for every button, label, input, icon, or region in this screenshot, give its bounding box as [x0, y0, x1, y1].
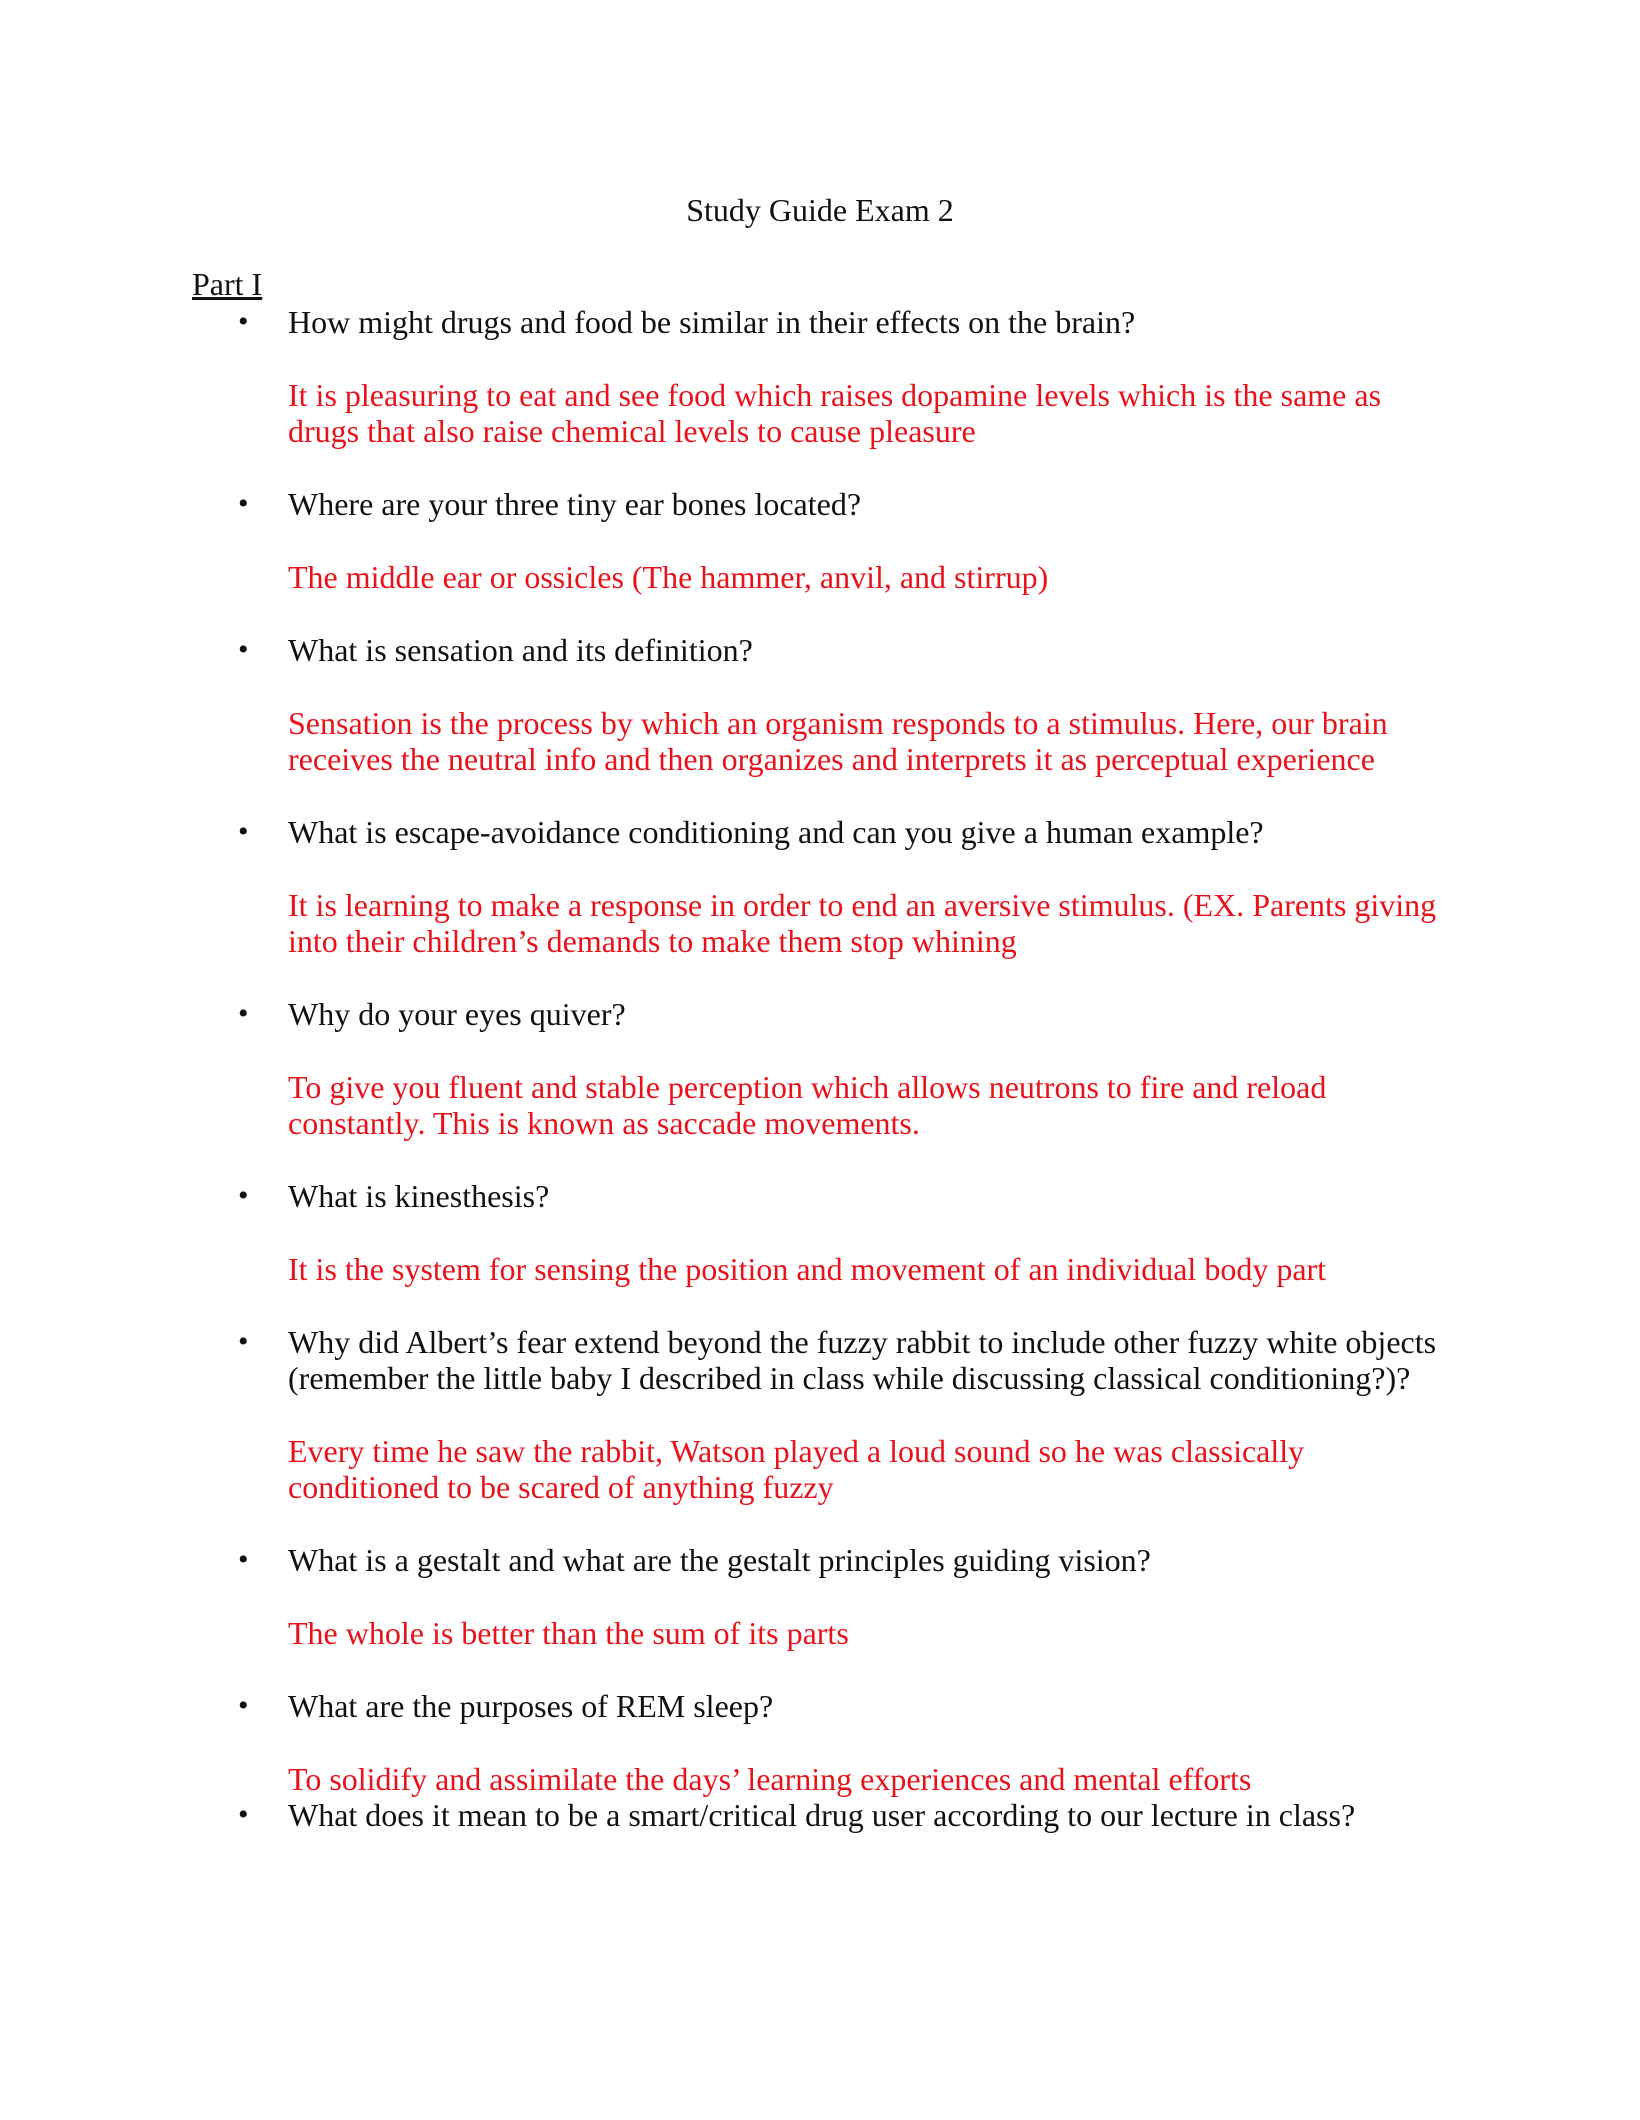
bullet-icon: •: [238, 633, 249, 666]
bullet-icon: •: [238, 1543, 249, 1576]
question-text: Why do your eyes quiver?: [288, 996, 626, 1032]
list-item: [0, 1542, 1640, 1651]
page-title: Study Guide Exam 2: [686, 192, 954, 228]
answer-text: To solidify and assimilate the days’ learning experiences and mental efforts: [288, 1761, 1252, 1797]
list-item: [0, 1688, 1640, 1797]
list-item: [0, 1178, 1640, 1287]
answer-text: Every time he saw the rabbit, Watson played a loud sound so he was classically conditioned to be scared of anything fuzzy: [288, 1433, 1305, 1505]
question-text: What is sensation and its definition?: [288, 632, 753, 668]
question-text: What is a gestalt and what are the gestalt principles guiding vision?: [288, 1542, 1151, 1578]
question-text: How might drugs and food be similar in their effects on the brain?: [288, 304, 1136, 340]
answer-text: Sensation is the process by which an organism responds to a stimulus. Here, our brain receives the neutral info and then organizes and interprets it as perceptual experience: [288, 705, 1388, 777]
bullet-icon: •: [238, 1325, 249, 1358]
list-item: [0, 486, 1640, 595]
list-item: [0, 996, 1640, 1141]
question-text: Where are your three tiny ear bones located?: [288, 486, 862, 522]
answer-text: It is learning to make a response in order to end an aversive stimulus. (EX. Parents giving into their children’s demands to make them stop whining: [288, 887, 1437, 959]
question-list: [0, 304, 1640, 1870]
list-item: [0, 632, 1640, 777]
question-text: What is escape-avoidance conditioning and can you give a human example?: [288, 814, 1264, 850]
list-item: [0, 304, 1640, 449]
bullet-icon: •: [238, 1689, 249, 1722]
answer-text: To give you fluent and stable perception which allows neutrons to fire and reload constantly. This is known as saccade movements.: [288, 1069, 1327, 1141]
bullet-icon: •: [238, 305, 249, 338]
bullet-icon: •: [238, 487, 249, 520]
question-text: Why did Albert’s fear extend beyond the fuzzy rabbit to include other fuzzy white objects (remember the little baby I described in class while discussing classical conditioning?)?: [288, 1324, 1437, 1396]
question-text: What are the purposes of REM sleep?: [288, 1688, 774, 1724]
bullet-icon: •: [238, 1798, 249, 1831]
answer-text: It is pleasuring to eat and see food which raises dopamine levels which is the same as drugs that also raise chemical levels to cause pleasure: [288, 377, 1382, 449]
answer-text: It is the system for sensing the position and movement of an individual body part: [288, 1251, 1327, 1287]
list-item: [0, 1324, 1640, 1505]
bullet-icon: •: [238, 1179, 249, 1212]
section-heading-part-1: Part I: [192, 266, 263, 302]
list-item: [0, 1797, 1640, 1833]
list-item: [0, 814, 1640, 959]
bullet-icon: •: [238, 815, 249, 848]
bullet-icon: •: [238, 997, 249, 1030]
question-text: What does it mean to be a smart/critical drug user according to our lecture in class?: [288, 1797, 1356, 1833]
question-text: What is kinesthesis?: [288, 1178, 550, 1214]
answer-text: The middle ear or ossicles (The hammer, anvil, and stirrup): [288, 559, 1049, 595]
answer-text: The whole is better than the sum of its parts: [288, 1615, 849, 1651]
